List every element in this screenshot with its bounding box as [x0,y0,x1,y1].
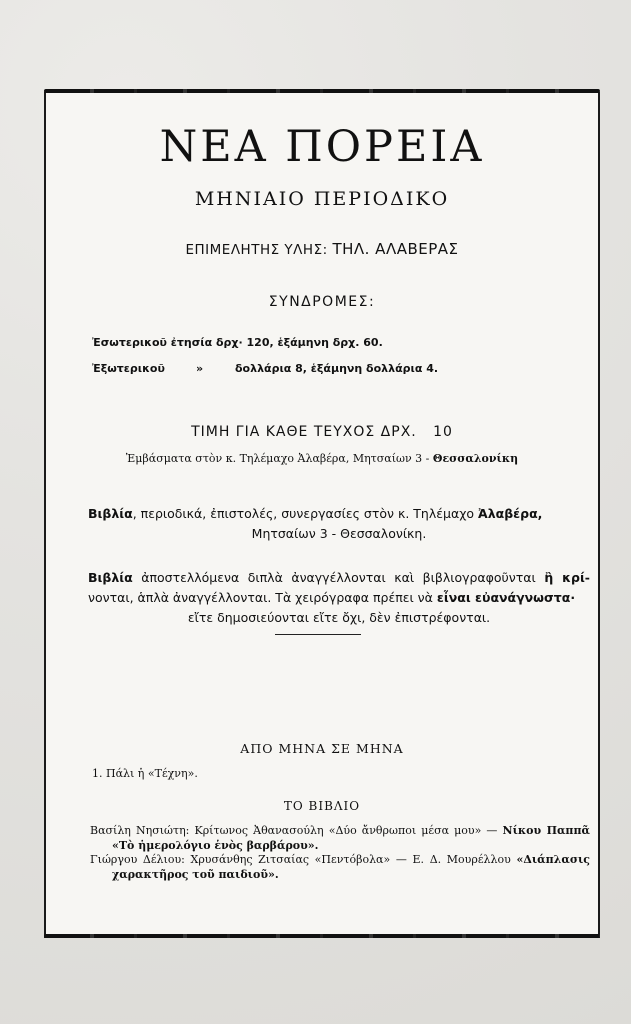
book1-b: Νίκου Παππᾶ «Τὸ ἡμερολόγιο ἑνὸς βαρβάρου». [112,824,590,852]
book2-b: «Διάπλασις χαρακτῆρος τοῦ παιδιοῦ». [112,853,590,881]
issue-price: ΤΙΜΗ ΓΙΑ ΚΑΘΕ ΤΕΥΧΟΣ ΔΡΧ. 10 [191,424,453,440]
book-reviews [90,824,590,882]
remittance-text: Ἐμβάσματα στὸν κ. Τηλέμαχο Ἀλαβέρα, Μητσαίων 3 - [125,452,430,465]
notice2-d: εἶναι εὐανάγνωστα· [436,590,576,605]
notice2-a: ἀποστελλόμενα διπλὰ ἀναγγέλλονται καὶ βιβλιογραφοῦνται [141,570,536,585]
books-notice [88,568,590,628]
foreign-subscription-rates: δολλάρια 8, ἑξάμηνη δολλάρια 4. [235,362,439,375]
ditto-mark: » [196,362,204,375]
book-review-2 [90,853,590,882]
contents-heading: ΑΠΟ ΜΗΝΑ ΣΕ ΜΗΝΑ [240,741,404,756]
editor-name: ΤΗΛ. ΑΛΑΒΕΡΑΣ [332,240,459,258]
notice2-c: νονται, ἁπλὰ ἀναγγέλλονται. Τὰ χειρόγραφα πρέπει νὰ [88,590,433,605]
remittance-line [44,452,600,465]
domestic-subscription-text: Ἐσωτερικοῦ ἐτησία δρχ· 120, ἑξάμηνη δρχ. 60. [92,336,383,349]
notice1-name: Ἀλαβέρα, [478,506,543,521]
correspondence-notice [88,504,590,544]
frame-bottom-rule [44,934,600,938]
contents-item-1: 1. Πάλι ἡ «Τέχνη». [92,767,198,780]
notice1-mid: , περιοδικά, ἐπιστολές, συνεργασίες στὸν κ. Τηλέμαχο [132,506,475,521]
book-review-1 [90,824,590,853]
notice2-last: εἴτε δημοσιεύονται εἴτε ὄχι, δὲν ἐπιστρέφονται. [187,610,491,625]
notice1-start: Βιβλία [88,506,133,521]
journal-subtitle: ΜΗΝΙΑΙΟ ΠΕΡΙΟΔΙΚΟ [194,188,450,210]
book-section-heading: ΤΟ ΒΙΒΛΙΟ [283,799,361,813]
journal-title: ΝΕΑ ΠΟΡΕΙΑ [159,122,485,172]
remittance-city: Θεσσαλονίκη [432,452,519,465]
book2-a: Γιώργου Δέλιου: Χρυσάνθης Ζιτσαίας «Πεντόβολα» — Ε. Δ. Μουρέλλου [90,853,511,866]
frame-top-rule [44,89,600,93]
notice2-b: ἢ κρί- [544,570,590,585]
book1-a: Βασίλη Νησιώτη: Κρίτωνος Ἀθανασούλη «Δύο ἄνθρωποι μέσα μου» — [90,824,498,837]
editor-label: ΕΠΙΜΕΛΗΤΗΣ ΥΛΗΣ: [185,242,328,258]
section-divider [275,634,361,635]
editor-line [44,240,600,258]
subscriptions-heading: ΣΥΝΔΡΟΜΕΣ: [268,294,376,310]
foreign-subscription-label: Ἐξωτερικοῦ [92,362,165,375]
notice2-start: Βιβλία [88,570,133,585]
notice1-last: Μητσαίων 3 - Θεσσαλονίκη. [251,526,427,541]
